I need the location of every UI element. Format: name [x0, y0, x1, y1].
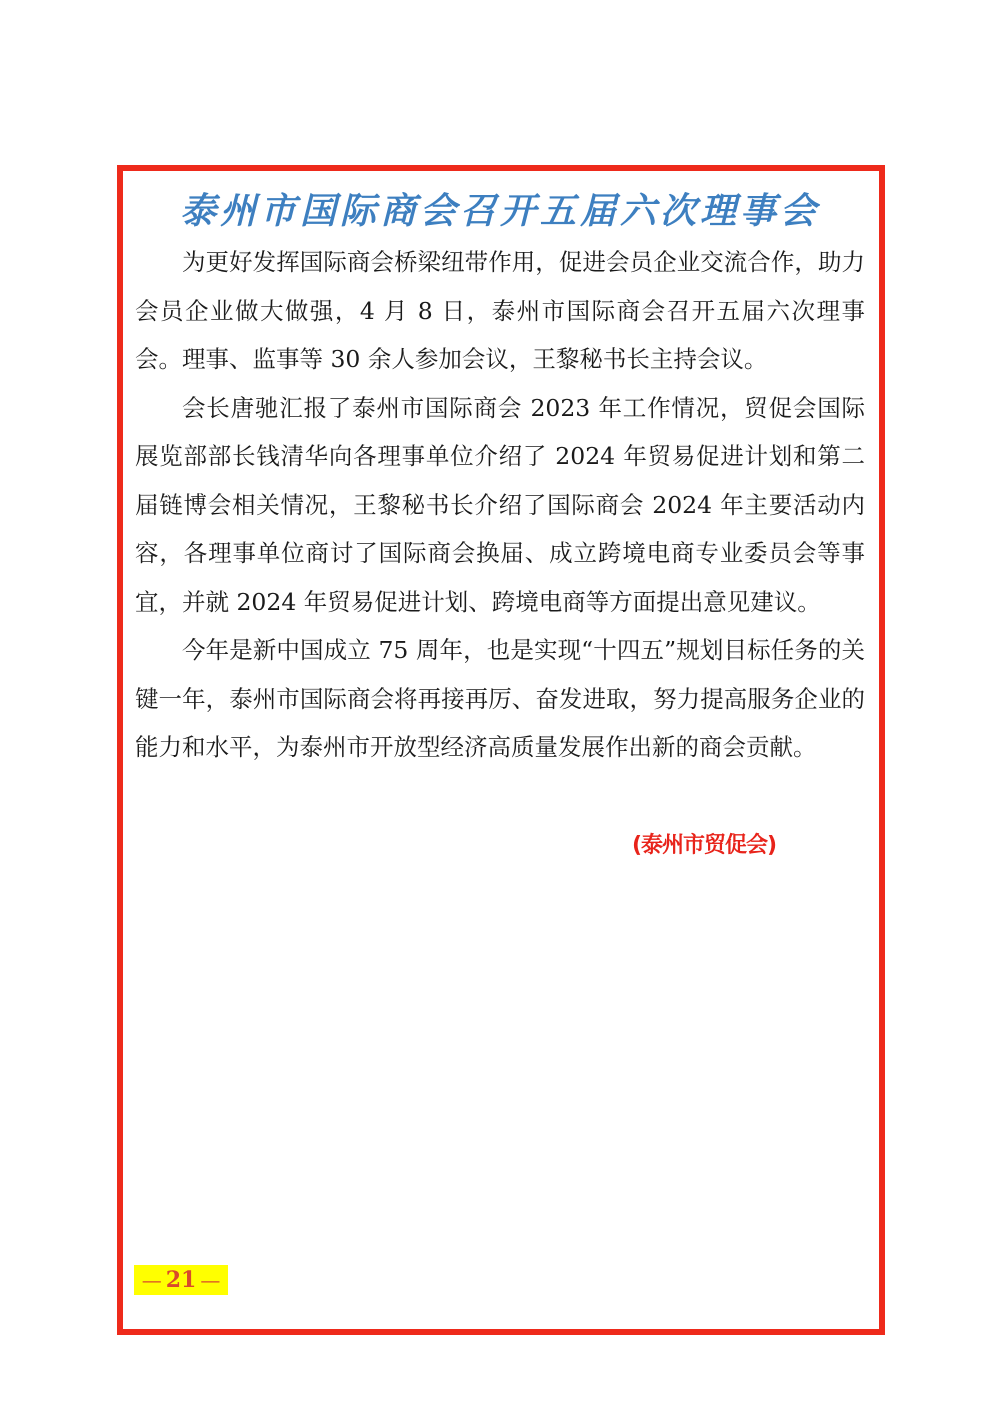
article-source: (泰州市贸促会)	[632, 833, 777, 858]
paragraph-2: 会长唐驰汇报了泰州市国际商会 2023 年工作情况，贸促会国际展览部部长钱清华向各理事单位介绍了 2024 年贸易促进计划和第二届链博会相关情况，王黎秘书长介绍了国际商会 2024 年主要活动内容，各理事单位商讨了国际商会换届、成立跨境电商专业委员会等事宜，并就 2024 年贸易促进计划、跨境电商等方面提出意见建议。	[135, 393, 865, 616]
page-dash-left: —	[141, 1268, 162, 1292]
page-number-value: 21	[165, 1267, 197, 1293]
article-title: 泰州市国际商会召开五届六次理事会	[179, 190, 820, 232]
article-body	[135, 238, 865, 772]
paragraph-3: 今年是新中国成立 75 周年，也是实现“十四五”规划目标任务的关键一年，泰州市国际商会将再接再厉、奋发进取，努力提高服务企业的能力和水平，为泰州市开放型经济高质量发展作出新的商会贡献。	[135, 636, 865, 761]
page-number	[134, 1265, 228, 1295]
page-dash-right: —	[200, 1268, 221, 1292]
paragraph-1: 为更好发挥国际商会桥梁纽带作用，促进会员企业交流合作，助力会员企业做大做强，4 月 8 日，泰州市国际商会召开五届六次理事会。理事、监事等 30 余人参加会议，王黎秘书长主持会议。	[135, 248, 865, 373]
